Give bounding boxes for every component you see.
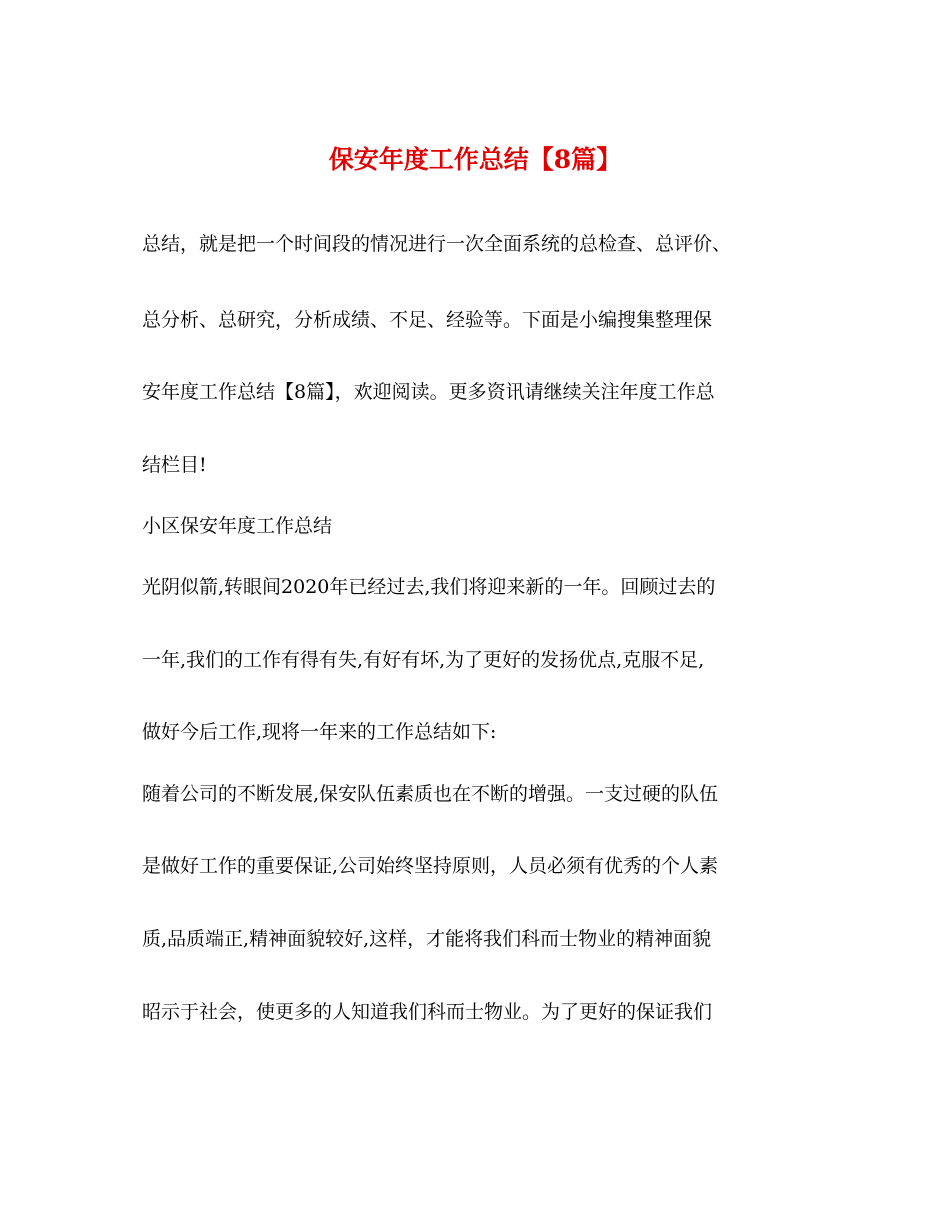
paragraph-line: 结栏目! xyxy=(142,454,207,476)
paragraph-line: 总分析、总研究，分析成绩、不足、经验等。下面是小编搜集整理保 xyxy=(142,309,713,331)
paragraph-line: 昭示于社会，使更多的人知道我们科而士物业。为了更好的保证我们 xyxy=(142,1001,713,1023)
paragraph-line: 光阴似箭,转眼间2020年已经过去,我们将迎来新的一年。回顾过去的 xyxy=(142,576,716,598)
paragraph-line: 是做好工作的重要保证,公司始终坚持原则，人员必须有优秀的个人素 xyxy=(142,855,719,877)
paragraph-line: 安年度工作总结【8篇】，欢迎阅读。更多资讯请继续关注年度工作总 xyxy=(142,381,715,403)
section-heading: 小区保安年度工作总结 xyxy=(142,515,333,537)
document-title: 保安年度工作总结【8篇】 xyxy=(328,145,622,174)
paragraph-line: 做好今后工作,现将一年来的工作总结如下: xyxy=(142,721,497,743)
paragraph-line: 一年,我们的工作有得有失,有好有坏,为了更好的发扬优点,克服不足, xyxy=(142,649,705,671)
paragraph-line: 总结，就是把一个时间段的情况进行一次全面系统的总检查、总评价、 xyxy=(142,233,732,255)
paragraph-line: 质,品质端正,精神面貌较好,这样，才能将我们科而士物业的精神面貌 xyxy=(142,928,712,950)
paragraph-line: 随着公司的不断发展,保安队伍素质也在不断的增强。一支过硬的队伍 xyxy=(142,783,719,805)
